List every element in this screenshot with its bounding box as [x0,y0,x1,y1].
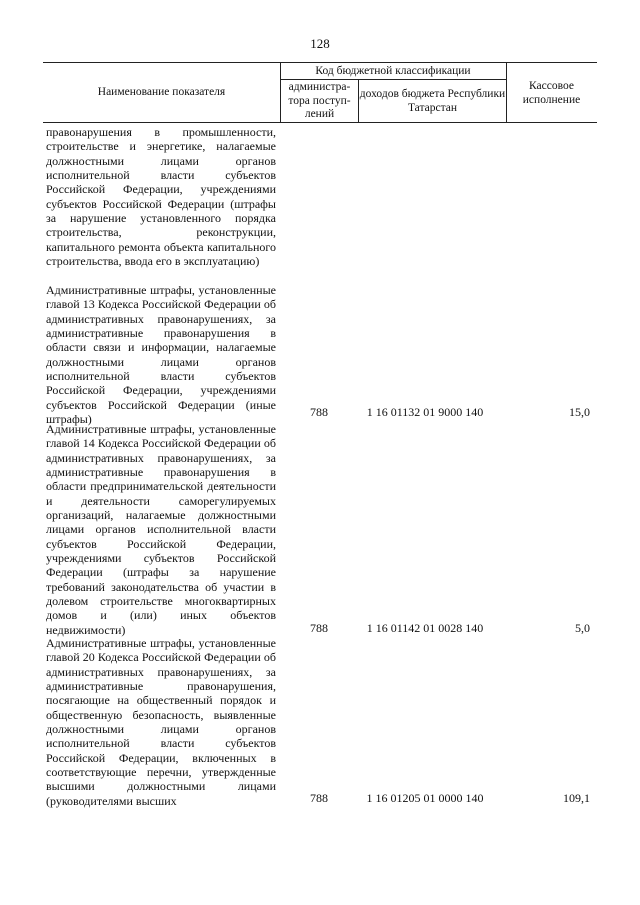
table-row-code: 1 16 01132 01 9000 140 [366,405,484,419]
table-row-name: Административные штрафы, установленные главой 13 Кодекса Российской Федерации об административных правонарушениях, за административные правонарушения в области связи и информации, налагаемые должностными лицами органов исполнительной власти субъектов Российской Федерации, учреждениями субъектов Российской Федерации (иные штрафы) [46,283,276,427]
column-header-admin: администра- тора поступ- лений [288,81,351,120]
table-row-amount: 15,0 [569,405,590,419]
table-row-admin: 788 [310,405,328,419]
table-row-amount: 5,0 [575,621,590,635]
table-row-admin: 788 [310,791,328,805]
table-row-name: Административные штрафы, установленные главой 14 Кодекса Российской Федерации об административных правонарушениях, за административные правонарушения в области предпринимательской деятельности и деятельности саморегулируемых организаций, налагаемые должностными лицами органов исполнительной власти субъектов Российской Федерации, учреждениями субъектов Российской Федерации (штрафы за нарушение требований законодательства об участии в долевом строительстве многоквартирных домов и (или) иных объектов недвижимости) [46,422,276,637]
table-row-code: 1 16 01205 01 0000 140 [366,791,484,805]
column-header-income: доходов бюджета Республики Татарстан [359,88,506,114]
column-header-amount: Кассовое исполнение [522,80,581,106]
page-number: 128 [310,36,330,51]
table-row-admin: 788 [310,621,328,635]
table-header [43,62,597,123]
header-subline [280,79,506,80]
column-header-name: Наименование показателя [97,86,226,98]
column-group-title: Код бюджетной классификации [315,65,471,77]
table-row-amount: 109,1 [563,791,590,805]
table-row-name: Административные штрафы, установленные главой 20 Кодекса Российской Федерации об административных правонарушениях, за административные правонарушения, посягающие на общественный порядок и общественную безопасность, выявленные должностными лицами органов исполнительной власти субъектов Российской Федерации, включенных в соответствующие перечни, утвержденные высшими должностными лицами (руководителями высших [46,636,276,808]
table-row-code: 1 16 01142 01 0028 140 [366,621,484,635]
table-row-name: правонарушения в промышленности, строительстве и энергетике, налагаемые должностными лицами органов исполнительной власти субъектов Российской Федерации, учреждениями субъектов Российской Федерации (штрафы за нарушение установленного порядка строительства, реконструкции, капитального ремонта объекта капитального строительства, ввода его в эксплуатацию) [46,125,276,269]
